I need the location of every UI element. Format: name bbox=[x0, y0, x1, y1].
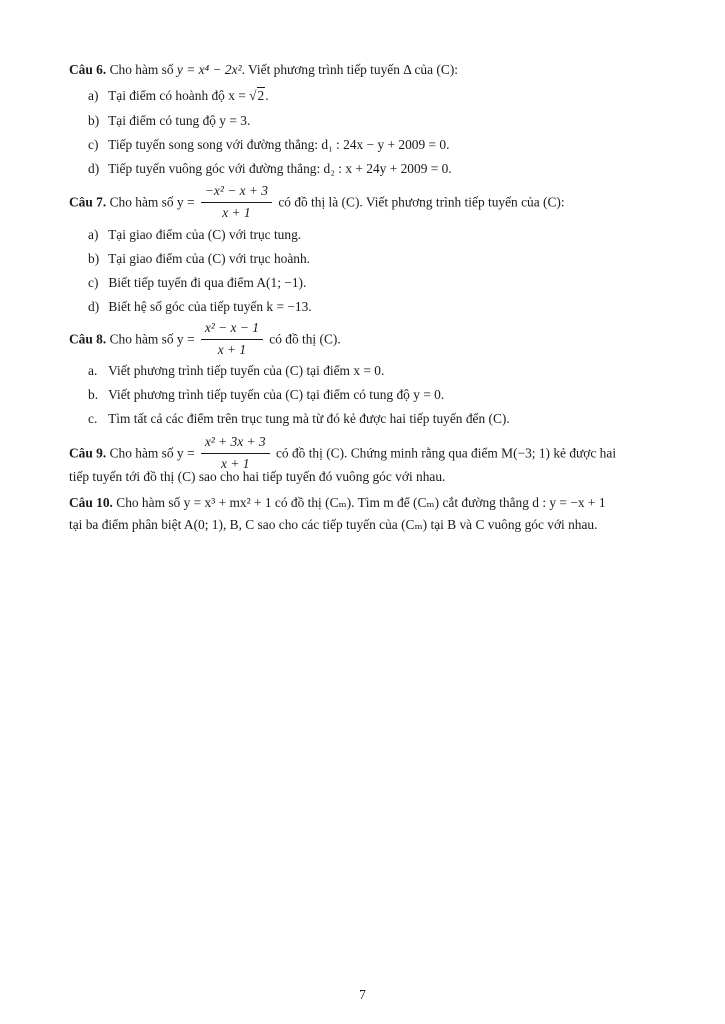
q6-item-a-text: Tại điểm có hoành độ x = bbox=[108, 88, 250, 103]
q7-item-a bbox=[88, 227, 301, 244]
q8-label: Câu 8. bbox=[69, 331, 107, 347]
q6-label: Câu 6. bbox=[69, 62, 107, 77]
q9-text-b: có đồ thị (C). Chứng minh rằng qua điểm M(−3; 1) kẻ được hai bbox=[275, 445, 617, 461]
q9-line-2: tiếp tuyến tới đồ thị (C) sao cho hai tiếp tuyến đó vuông góc với nhau. bbox=[69, 469, 446, 484]
q8-item-a-mark: a. bbox=[88, 363, 98, 378]
q6-item-c-mark: c) bbox=[88, 137, 99, 152]
q6-item-d-mark: d) bbox=[88, 161, 100, 176]
q7-text-a: Cho hàm số y = bbox=[109, 194, 195, 210]
q6-item-a-radicand: 2 bbox=[257, 88, 265, 103]
q10-line-2: tại ba điểm phân biệt A(0; 1), B, C sao cho các tiếp tuyến của (Cₘ) tại B và C vuông góc với nhau. bbox=[69, 517, 598, 532]
q6-text-a: Cho hàm số bbox=[109, 62, 174, 77]
q8-text-b: có đồ thị (C). bbox=[269, 331, 341, 347]
sqrt-symbol: √2 bbox=[249, 88, 265, 103]
q8-header bbox=[69, 321, 341, 360]
q7-item-c bbox=[88, 275, 306, 292]
q8-item-c bbox=[88, 411, 510, 428]
q8-item-b bbox=[88, 387, 444, 404]
q8-item-c-text: Tìm tất cả các điểm trên trục tung mà từ đó kẻ được hai tiếp tuyến đến (C). bbox=[108, 411, 510, 426]
q6-header bbox=[69, 62, 458, 79]
q7-item-d bbox=[88, 299, 312, 316]
q6-text-b: . Viết phương trình tiếp tuyến Δ của (C): bbox=[241, 62, 458, 77]
q7-item-b-mark: b) bbox=[88, 251, 100, 266]
q6-item-d-text: Tiếp tuyến vuông góc với đường thẳng: d₂ : x + 24y + 2009 = 0. bbox=[108, 161, 452, 176]
q9-label: Câu 9. bbox=[69, 445, 107, 461]
q8-item-a bbox=[88, 363, 384, 380]
q6-item-d bbox=[88, 161, 452, 178]
q7-numerator: −x² − x + 3 bbox=[201, 183, 272, 203]
q7-label: Câu 7. bbox=[69, 194, 107, 210]
q7-item-d-text: Biết hệ số góc của tiếp tuyến k = −13. bbox=[108, 299, 312, 314]
q9-header bbox=[69, 435, 616, 474]
q8-denominator: x + 1 bbox=[217, 341, 247, 357]
q7-item-b-text: Tại giao điểm của (C) với trục hoành. bbox=[108, 251, 311, 266]
q8-text-a: Cho hàm số y = bbox=[109, 331, 195, 347]
q6-item-a bbox=[88, 88, 269, 105]
q6-item-a-mark: a) bbox=[88, 88, 99, 103]
q6-item-c bbox=[88, 137, 449, 154]
q7-text-b: có đồ thị là (C). Viết phương trình tiếp tuyến của (C): bbox=[278, 194, 565, 210]
q6-equation: y = x⁴ − 2x² bbox=[176, 62, 242, 77]
q8-item-a-text: Viết phương trình tiếp tuyến của (C) tại điểm x = 0. bbox=[108, 363, 385, 378]
q7-item-c-mark: c) bbox=[88, 275, 99, 290]
q10-label: Câu 10. bbox=[69, 495, 113, 510]
q9-text-a: Cho hàm số y = bbox=[109, 445, 195, 461]
q7-item-a-mark: a) bbox=[88, 227, 99, 242]
q9-numerator: x² + 3x + 3 bbox=[201, 434, 270, 454]
page-number: 7 bbox=[359, 987, 366, 1002]
q6-item-b-mark: b) bbox=[88, 113, 100, 128]
q8-item-c-mark: c. bbox=[88, 411, 98, 426]
q6-item-b bbox=[88, 113, 250, 130]
q8-item-b-mark: b. bbox=[88, 387, 99, 402]
q7-item-c-text: Biết tiếp tuyến đi qua điểm A(1; −1). bbox=[108, 275, 307, 290]
q7-item-a-text: Tại giao điểm của (C) với trục tung. bbox=[108, 227, 302, 242]
q8-fraction bbox=[201, 320, 263, 359]
q9-denominator: x + 1 bbox=[221, 455, 250, 471]
q7-header bbox=[69, 184, 565, 223]
q6-item-b-text: Tại điểm có tung độ y = 3. bbox=[108, 113, 251, 128]
q7-item-b bbox=[88, 251, 310, 268]
q9-fraction bbox=[201, 434, 270, 473]
q8-numerator: x² − x − 1 bbox=[201, 320, 263, 340]
q7-item-d-mark: d) bbox=[88, 299, 100, 314]
q7-fraction bbox=[201, 183, 272, 222]
q10-text-1: Cho hàm số y = x³ + mx² + 1 có đồ thị (Cₘ). Tìm m để (Cₘ) cắt đường thẳng d : y = −x + 1 bbox=[116, 495, 606, 510]
q6-item-a-end: . bbox=[265, 88, 269, 103]
q7-denominator: x + 1 bbox=[222, 204, 251, 220]
q8-item-b-text: Viết phương trình tiếp tuyến của (C) tại điểm có tung độ y = 0. bbox=[108, 387, 445, 402]
q6-item-c-text: Tiếp tuyến song song với đường thẳng: d₁ : 24x − y + 2009 = 0. bbox=[108, 137, 450, 152]
q10-line-1 bbox=[69, 495, 606, 512]
